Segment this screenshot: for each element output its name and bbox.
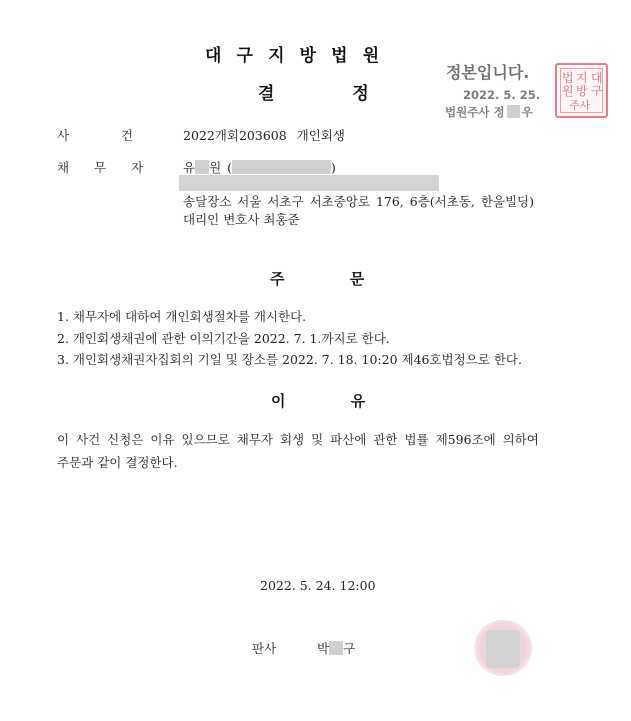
case-number: 2022개회203608 개인회생 (183, 128, 345, 143)
decision-date: 2022. 5. 24. 12:00 (260, 578, 376, 593)
court-seal (555, 63, 608, 118)
debtor-id-redaction (232, 160, 331, 174)
certifying-officer (445, 104, 533, 120)
officer-name-suffix: 우 (521, 105, 533, 119)
certified-copy-label: 정본입니다. (446, 63, 530, 82)
judge-name (317, 639, 355, 657)
debtor-label: 채 무 자 (57, 160, 144, 175)
court-seal-glyph: 대 (591, 71, 603, 85)
court-seal-glyph: 지 (576, 71, 588, 85)
debtor-name (183, 158, 336, 176)
document-type: 결 정 (258, 84, 369, 104)
debtor-name-last: 원 (209, 160, 222, 175)
reason-heading: 이 유 (271, 392, 366, 410)
judge-name-last: 구 (343, 641, 356, 656)
reason-text-line: 이 사건 신청은 이유 있으므로 채무자 회생 및 파산에 관한 법률 제596조에 의하여 (57, 432, 539, 447)
reason-text-line: 주문과 같이 결정한다. (57, 455, 178, 470)
debtor-id-close: ) (331, 160, 336, 175)
court-seal-glyph: 법 (562, 71, 574, 85)
certified-copy-date: 2022. 5. 25. (463, 88, 541, 102)
debtor-id-open: ( (227, 160, 233, 175)
debtor-name-first: 유 (183, 160, 196, 175)
judge-label: 판사 (252, 641, 277, 656)
court-seal-glyph: 방 (576, 84, 588, 98)
order-item: 2. 개인회생채권에 관한 이의기간을 2022. 7. 1.까지로 한다. (57, 331, 390, 346)
court-seal-glyph: 주사 (569, 99, 591, 112)
debtor-name-redaction (195, 160, 209, 174)
case-label: 사 건 (57, 128, 134, 143)
judge-name-first: 박 (317, 641, 330, 656)
debtor-address-redaction (179, 175, 439, 191)
service-address: 송달장소 서울 서초구 서초중앙로 176, 6층(서초동, 한울빌딩) (183, 194, 535, 209)
court-seal-glyph: 원 (562, 84, 574, 98)
order-item: 1. 채무자에 대하여 개인회생절차를 개시한다. (57, 309, 307, 324)
officer-name-redaction (507, 105, 520, 118)
order-heading: 주 문 (270, 270, 365, 288)
judge-name-redaction (329, 641, 343, 655)
court-name: 대 구 지 방 법 원 (205, 46, 380, 66)
attorney: 대리인 변호사 최홍준 (183, 212, 300, 227)
court-seal-glyph: 구 (591, 84, 603, 98)
judge-seal-redaction (486, 630, 520, 668)
order-item: 3. 개인회생채권자집회의 기일 및 장소를 2022. 7. 18. 10:20 제46호법정으로 한다. (57, 352, 522, 367)
officer-name-prefix: 법원주사 정 (445, 105, 505, 119)
